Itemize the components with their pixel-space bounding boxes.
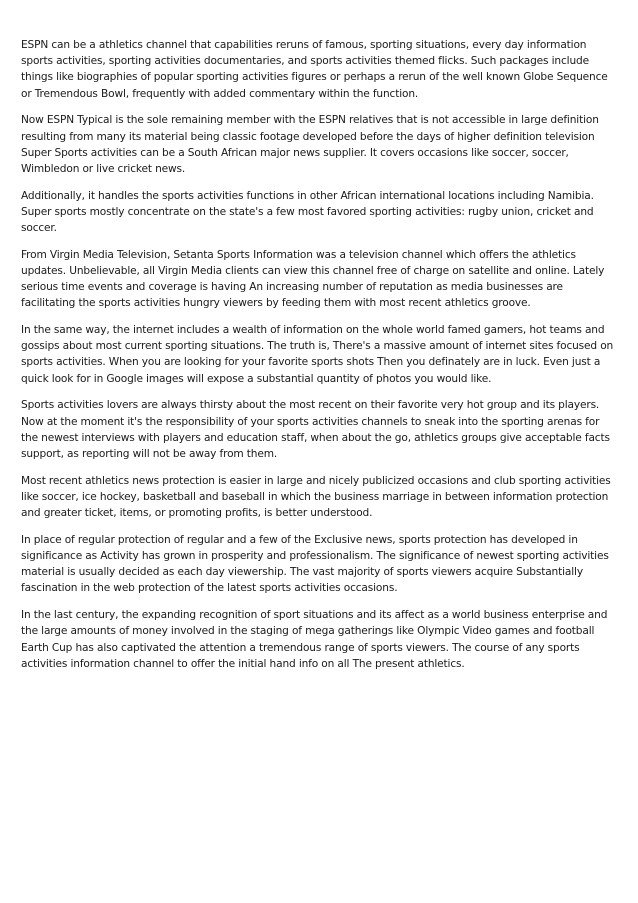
paragraph-6: Sports activities lovers are always thirsty about the most recent on their favorite very hot group and its players. Now at the moment it's the responsibility of your sports activities channels to sneak into the sporting arenas for the newest interviews with players and education staff, when about the go, athletics groups give acceptable facts support, as reporting will not be away from them. — [21, 399, 610, 460]
paragraph-1: ESPN can be a athletics channel that capabilities reruns of famous, sporting situations, every day information sports activities, sporting activities documentaries, and sports activities themed flicks. Such packages include things like biographies of popular sporting activities figures or perhaps a rerun of the well known Globe Sequence or Tremendous Bowl, frequently with added commentary within the function. — [21, 39, 608, 100]
document-body — [21, 37, 617, 682]
paragraph-2: Now ESPN Typical is the sole remaining member with the ESPN relatives that is not accessible in large definition resulting from many its material being classic footage developed before the days of higher definition television Super Sports activities can be a South African major news supplier. It covers occasions like soccer, soccer, Wimbledon or live cricket news. — [21, 114, 599, 175]
paragraph-4: From Virgin Media Television, Setanta Sports Information was a television channel which offers the athletics updates. Unbelievable, all Virgin Media clients can view this channel free of charge on satellite and online. Lately serious time events and coverage is having An increasing number of reputation as media businesses are facilitating the sports activities hungry viewers by feeding them with most recent athletics groove. — [21, 248, 605, 310]
paragraph-3: Additionally, it handles the sports activities functions in other African international locations including Namibia. Super sports mostly concentrate on the state's a few most favored sporting activities: rugby union, cricket and soccer. — [21, 189, 594, 235]
paragraph-5: In the same way, the internet includes a wealth of information on the whole world famed gamers, hot teams and gossips about most current sporting situations. The truth is, There's a massive amount of internet sites focused on sports activities. When you are looking for your favorite sports shots Then you definately are in luck. Even just a quick look for in Google images will expose a substantial quantity of photos you would like. — [21, 324, 614, 385]
paragraph-7: Most recent athletics news protection is easier in large and nicely publicized occasions and club sporting activities like soccer, ice hockey, basketball and baseball in which the business marriage in between information protection and greater ticket, items, or promoting profits, is better understood. — [21, 474, 611, 520]
paragraph-9: In the last century, the expanding recognition of sport situations and its affect as a world business enterprise and the large amounts of money involved in the staging of mega gatherings like Olympic Video games and football Earth Cup has also captivated the attention a tremendous range of sports viewers. The course of any sports activities information channel to offer the initial hand info on all The present athletics. — [21, 609, 608, 670]
paragraph-8: In place of regular protection of regular and a few of the Exclusive news, sports protection has developed in significance as Activity has grown in prosperity and professionalism. The significance of newest sporting activities material is usually decided as each day viewership. The vast majority of sports viewers acquire Substantially fascination in the web protection of the latest sports activities occasions. — [21, 533, 609, 595]
